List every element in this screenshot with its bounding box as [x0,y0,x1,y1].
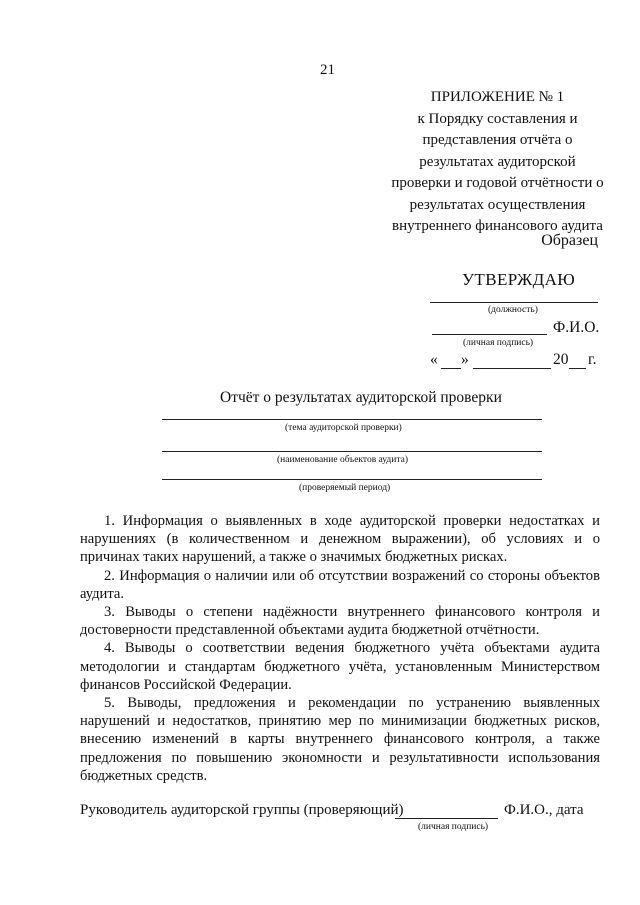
approver-signature-line [432,334,547,335]
approver-signature-caption: (личная подпись) [463,338,534,348]
topic-line [162,419,542,420]
signatory-signature-caption: (личная подпись) [418,822,489,832]
date-open-quote: « [430,351,438,368]
position-line [430,302,598,303]
report-item: 4. Выводы о соответствии ведения бюджетного учёта объектами аудита методологии и стандартам бюджетного учёта, установленным Министерством финансов Российской Федерации. [80,640,600,693]
appendix-line: к Порядку составления и [417,110,578,127]
date-close-quote: » [461,351,469,368]
approval-title: УТВЕРЖДАЮ [462,270,576,289]
appendix-line: представления отчёта о [422,132,573,148]
position-caption: (должность) [488,305,538,315]
appendix-line: внутреннего финансового аудита [392,218,603,234]
date-month-line [473,368,551,369]
signatory-label: Руководитель аудиторской группы (проверяющий) [80,802,404,818]
year-prefix: 20 [553,351,569,368]
report-item: 5. Выводы, предложения и рекомендации по устранению выявленных нарушений и недостатков, принятию мер по минимизации бюджетных рисков, внесению изменений в карты внутреннего финансового контроля, а также предложения по повышению экономности и результативности использования бюджетных средств. [80,695,600,784]
year-suffix: г. [588,351,597,368]
appendix-line: результатах аудиторской [419,153,576,170]
report-item: 3. Выводы о степени надёжности внутреннего финансового контроля и достоверности представленной объектами аудита бюджетной отчётности. [80,604,600,639]
period-line [162,479,542,480]
period-caption: (проверяемый период) [299,483,391,493]
report-title: Отчёт о результатах аудиторской проверки [220,389,502,406]
page-number: 21 [320,62,335,78]
audit-objects-line [162,451,542,452]
signatory-signature-line [395,818,498,819]
signatory-fio-date: Ф.И.О., дата [504,802,584,818]
date-year-line [569,368,586,369]
date-day-line [441,368,461,369]
appendix-line: результатах осуществления [409,196,586,213]
report-items [80,512,600,785]
appendix-line: проверки и годовой отчётности о [391,175,604,191]
topic-caption: (тема аудиторской проверки) [285,423,402,433]
approver-fio: Ф.И.О. [553,319,600,336]
appendix-header [385,87,610,238]
audit-objects-caption: (наименование объектов аудита) [277,455,409,465]
report-item: 1. Информация о выявленных в ходе аудиторской проверки недостатках и нарушениях (в количественном и денежном выражении), об условиях и о причинах таких нарушений, а также о значимых бюджетных рисках. [80,513,600,566]
appendix-line: ПРИЛОЖЕНИЕ № 1 [430,89,565,105]
report-item: 2. Информация о наличии или об отсутствии возражений со стороны объектов аудита. [80,567,600,602]
sample-label: Образец [541,232,598,249]
